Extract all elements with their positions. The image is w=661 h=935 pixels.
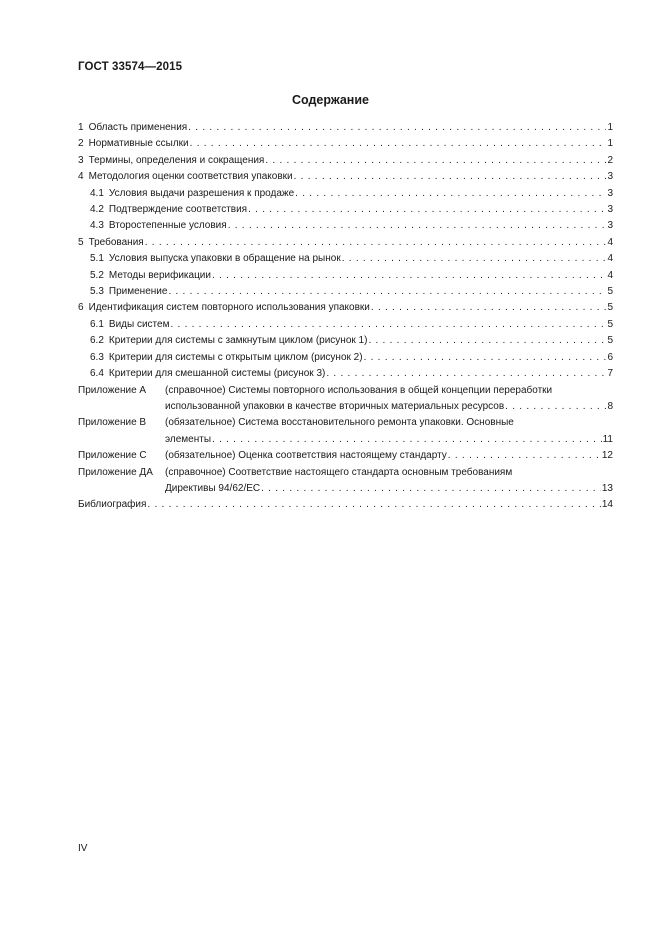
toc-leader-dots — [505, 399, 606, 415]
toc-leader-dots — [228, 218, 607, 234]
toc-entry-number: 6.2 — [90, 335, 104, 347]
toc-entry-title: Подтверждение соответствия — [108, 204, 248, 216]
toc-entry-title: Идентификация систем повторного использования упаковки — [88, 302, 370, 314]
toc-subentry[interactable] — [78, 268, 613, 284]
toc-entry-title: Нормативные ссылки — [88, 138, 189, 150]
appendix-title-line1: (справочное) Соответствие настоящего стандарта основным требованиям — [165, 466, 513, 478]
toc-leader-dots — [168, 284, 606, 300]
toc-leader-dots — [170, 317, 606, 333]
toc-entry-page: 4 — [607, 236, 613, 248]
toc-entry-page: 12 — [601, 450, 613, 462]
toc-entry-page: 8 — [607, 400, 613, 412]
toc-entry-page: 4 — [607, 253, 613, 265]
appendix-label: Приложение А — [78, 384, 147, 396]
toc-entry-number: 6.1 — [90, 318, 104, 330]
toc-entry-number: 1 — [78, 122, 84, 133]
appendix-title-line2: использованной упаковки в качестве вторичных материальных ресурсов — [165, 400, 505, 412]
toc-bibliography[interactable] — [78, 497, 613, 513]
toc-subentry[interactable] — [78, 251, 613, 267]
toc-entry-page: 3 — [607, 220, 613, 232]
toc-subentry[interactable] — [78, 317, 613, 333]
appendix-title-line1: (справочное) Системы повторного использования в общей концепции переработки — [165, 384, 553, 396]
toc-appendix-b[interactable] — [78, 415, 613, 448]
toc-entry[interactable] — [78, 235, 613, 251]
toc-title: Содержание — [291, 93, 369, 107]
toc-entry-number: 4.1 — [90, 187, 104, 199]
toc-leader-dots — [326, 366, 606, 382]
document-header-code: ГОСТ 33574—2015 — [78, 61, 183, 73]
appendix-title-line2: элементы — [165, 433, 212, 445]
toc-leader-dots — [261, 481, 601, 497]
toc-entry-page: 1 — [607, 122, 613, 133]
toc-subentry[interactable] — [78, 202, 613, 218]
toc-appendix-da[interactable] — [78, 465, 613, 498]
toc-leader-dots — [147, 497, 600, 513]
toc-leader-dots — [368, 333, 606, 349]
toc-entry-number: 6.3 — [90, 351, 104, 363]
toc-entry[interactable] — [78, 300, 613, 316]
toc-entry-title: Условия выпуска упаковки в обращение на рынок — [108, 253, 341, 265]
toc-leader-dots — [188, 120, 606, 136]
toc-leader-dots — [342, 251, 607, 267]
toc-appendix-c[interactable] — [78, 448, 613, 464]
toc-entry-number: 5.2 — [90, 269, 104, 281]
toc-entry-title: Методология оценки соответствия упаковки — [88, 171, 293, 183]
toc-entry-page: 4 — [607, 269, 613, 281]
toc-leader-dots — [145, 235, 607, 251]
toc-entry-title: Второстепенные условия — [108, 220, 227, 232]
toc-entry-number: 5.3 — [90, 286, 104, 298]
toc-entry-page: 14 — [601, 499, 613, 511]
toc-entry[interactable] — [78, 169, 613, 185]
appendix-title-line1: (обязательное) Система восстановительного ремонта упаковки. Основные — [165, 417, 514, 429]
toc-entry-title: Библиография — [78, 499, 147, 511]
toc-entry-title: Условия выдачи разрешения к продаже — [108, 187, 295, 199]
toc-subentry[interactable] — [78, 186, 613, 202]
toc-entry-number: 5.1 — [90, 253, 104, 265]
toc-entry-title: Критерии для системы с замкнутым циклом (рисунок 1) — [108, 335, 368, 347]
toc-subentry[interactable] — [78, 333, 613, 349]
toc-leader-dots — [212, 432, 602, 448]
table-of-contents — [78, 120, 613, 514]
toc-entry-number: 6 — [78, 302, 84, 314]
toc-leader-dots — [190, 136, 607, 152]
toc-entry-number: 3 — [78, 154, 84, 166]
toc-leader-dots — [212, 268, 606, 284]
toc-leader-dots — [248, 202, 606, 218]
toc-entry-page: 2 — [607, 154, 613, 166]
toc-entry-page: 6 — [607, 351, 613, 363]
appendix-label: Приложение ДА — [78, 466, 153, 478]
toc-entry-title: Термины, определения и сокращения — [88, 154, 265, 166]
toc-entry-page: 11 — [602, 433, 613, 445]
toc-entry-number: 2 — [78, 138, 84, 150]
toc-entry-title: Область применения — [88, 122, 188, 133]
toc-entry[interactable] — [78, 136, 613, 152]
toc-entry-page: 5 — [607, 286, 613, 298]
toc-subentry[interactable] — [78, 350, 613, 366]
toc-entry[interactable] — [78, 153, 613, 169]
appendix-label: Приложение В — [78, 417, 147, 429]
toc-entry-title: Применение — [108, 286, 168, 298]
toc-entry-title: Критерии для смешанной системы (рисунок 3) — [108, 368, 326, 380]
toc-entry-number: 4.2 — [90, 204, 104, 216]
toc-entry-number: 6.4 — [90, 368, 104, 380]
toc-entry-page: 7 — [607, 368, 613, 380]
toc-entry[interactable] — [78, 120, 613, 136]
toc-entry-title: Требования — [88, 236, 144, 248]
toc-subentry[interactable] — [78, 284, 613, 300]
toc-subentry[interactable] — [78, 218, 613, 234]
toc-leader-dots — [265, 153, 606, 169]
toc-entry-page: 13 — [601, 482, 613, 494]
toc-leader-dots — [371, 300, 607, 316]
toc-leader-dots — [364, 350, 607, 366]
appendix-title-line2: (обязательное) Оценка соответствия настоящему стандарту — [165, 450, 447, 462]
page-number: IV — [78, 843, 88, 854]
toc-entry-title: Виды систем — [108, 318, 170, 330]
appendix-label: Приложение С — [78, 450, 147, 462]
toc-leader-dots — [448, 448, 601, 464]
toc-subentry[interactable] — [78, 366, 613, 382]
toc-entry-page: 3 — [607, 171, 613, 183]
toc-entry-page: 5 — [607, 335, 613, 347]
toc-entry-title: Методы верификации — [108, 269, 211, 281]
toc-entry-number: 5 — [78, 236, 84, 248]
toc-entry-title: Критерии для системы с открытым циклом (рисунок 2) — [108, 351, 363, 363]
toc-entry-number: 4.3 — [90, 220, 104, 232]
toc-entry-page: 5 — [607, 318, 613, 330]
toc-leader-dots — [295, 186, 606, 202]
toc-entry-number: 4 — [78, 171, 84, 183]
toc-appendix-a[interactable] — [78, 383, 613, 416]
appendix-title-line2: Директивы 94/62/ЕС — [165, 482, 261, 494]
toc-entry-page: 1 — [607, 138, 613, 150]
toc-entry-page: 3 — [607, 204, 613, 216]
toc-entry-page: 5 — [607, 302, 613, 314]
toc-entry-page: 3 — [607, 187, 613, 199]
toc-leader-dots — [294, 169, 607, 185]
